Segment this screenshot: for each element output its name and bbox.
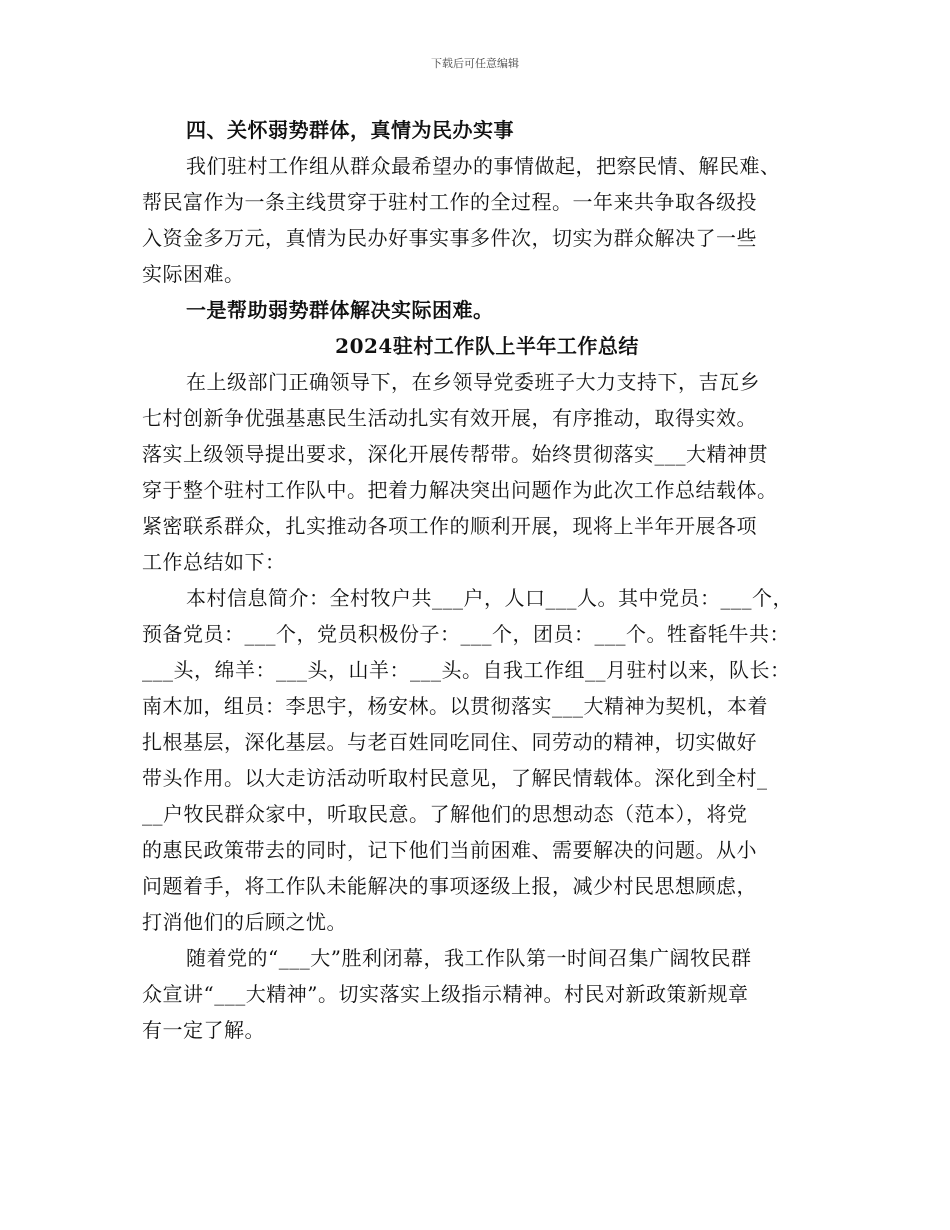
text-line: 打消他们的后顾之忧。 xyxy=(142,910,347,934)
page-header-note: 下载后可任意编辑 xyxy=(431,57,519,70)
text-line: 我们驻村工作组从群众最希望办的事情做起，把察民情、解民难、 xyxy=(186,154,781,178)
text-line: 随着党的“___大”胜利闭幕，我工作队第一时间召集广阔牧民群 xyxy=(186,946,752,970)
text-line: 的惠民政策带去的同时，记下他们当前困难、需要解决的问题。从小 xyxy=(142,838,757,862)
text-line: 问题着手，将工作队未能解决的事项逐级上报，减少村民思想顾虑， xyxy=(142,874,757,898)
text-line: 七村创新争优强基惠民生活动扎实有效开展，有序推动，取得实效。 xyxy=(142,406,757,430)
text-line: 本村信息简介：全村牧户共___户，人口___人。其中党员：___个， xyxy=(186,586,793,610)
text-line: 入资金多万元，真情为民办好事实事多件次，切实为群众解决了一些 xyxy=(142,226,757,250)
text-line: 有一定了解。 xyxy=(142,1018,265,1042)
text-line: __户牧民群众家中，听取民意。了解他们的思想动态（范本），将党 xyxy=(142,802,748,826)
text-line: 众宣讲“___大精神”。切实落实上级指示精神。村民对新政策新规章 xyxy=(142,982,749,1006)
text-line: ___头，绵羊：___头，山羊：___头。自我工作组__月驻村以来，队长： xyxy=(142,658,791,682)
text-line: 工作总结如下： xyxy=(142,550,286,574)
text-line: 南木加，组员：李思宇，杨安林。以贯彻落实___大精神为契机，本着 xyxy=(142,694,768,718)
text-line: 帮民富作为一条主线贯穿于驻村工作的全过程。一年来共争取各级投 xyxy=(142,190,757,214)
text-line: 一是帮助弱势群体解决实际困难。 xyxy=(186,298,494,322)
text-line: 预备党员：___个，党员积极份子：___个，团员：___个。牲畜牦牛共： xyxy=(142,622,790,646)
text-line: 实际困难。 xyxy=(142,262,245,286)
text-line: 穿于整个驻村工作队中。把着力解决突出问题作为此次工作总结载体。 xyxy=(142,478,778,502)
text-line: 带头作用。以大走访活动听取村民意见，了解民情载体。深化到全村_ xyxy=(142,766,768,790)
text-line: 在上级部门正确领导下，在乡领导党委班子大力支持下，吉瓦乡 xyxy=(186,370,760,394)
text-line: 四、关怀弱势群体，真情为民办实事 xyxy=(186,118,514,142)
text-line: 落实上级领导提出要求，深化开展传帮带。始终贯彻落实___大精神贯 xyxy=(142,442,768,466)
text-line: 紧密联系群众，扎实推动各项工作的顺利开展，现将上半年开展各项 xyxy=(142,514,757,538)
text-line: 扎根基层，深化基层。与老百姓同吃同住、同劳动的精神，切实做好 xyxy=(142,730,757,754)
document-title: 2024驻村工作队上半年工作总结 xyxy=(335,334,639,358)
document-body xyxy=(142,112,832,1048)
